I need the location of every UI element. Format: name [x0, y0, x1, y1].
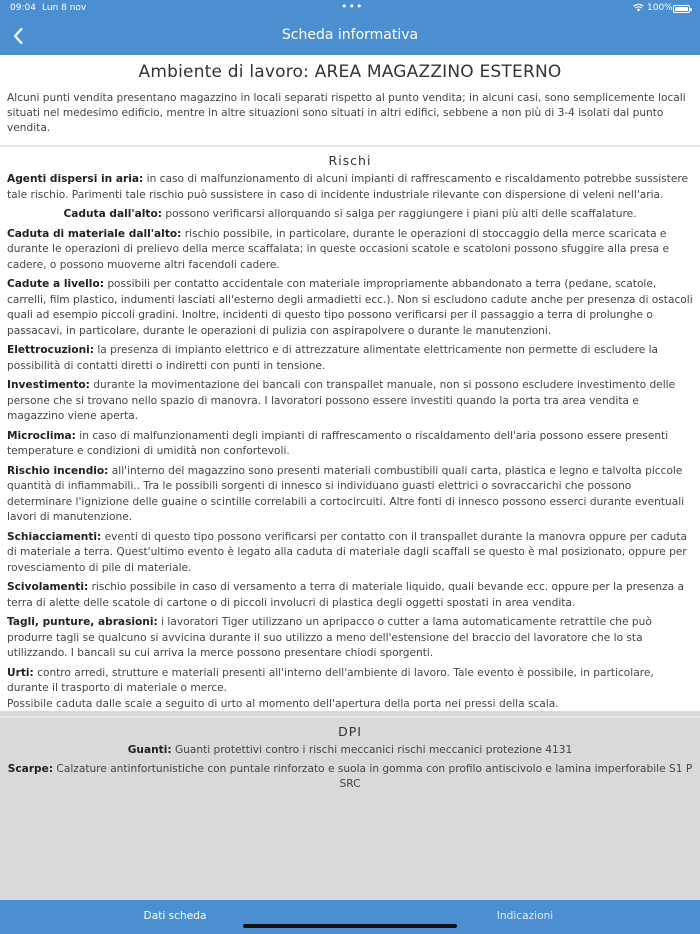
- risk-text: rischio possibile, in particolare, durante le operazioni di stoccaggio della merce scaricata e durante le operazioni di prelievo della merce scaffalata; in queste occasioni scatole e scatoloni possono sfuggire alla presa e cadere, o possono muoverne altri facendoli cadere.: [7, 227, 670, 271]
- risk-text: possono verificarsi allorquando si salga per raggiungere i piani più alti delle scaffalature.: [162, 208, 637, 220]
- risk-item: [7, 227, 693, 274]
- section-divider: [0, 145, 700, 147]
- tab-dati-scheda[interactable]: Dati scheda: [143, 910, 207, 922]
- risk-text: eventi di questo tipo possono verificarsi per contatto con il transpallet durante la manovra oppure per caduta di materiale a terra. Quest'ultimo evento è legato alla caduta di materiale dagli scaffali se questo è mal posizionato, oppure per rovesciamento di pile di materiale.: [7, 530, 688, 574]
- risk-item: [7, 464, 693, 526]
- risk-item: [7, 666, 693, 713]
- dpi-item: [4, 743, 696, 758]
- risk-text: possibili per contatto accidentale con materiale impropriamente abbandonato a terra (pedane, scatole, carrelli, film plastico, indumenti lasciati all'esterno degli armadietti ecc.). Non si escludono cadute anche per presenza di ostacoli quali ad esempio piccoli gradini. Inoltre, incidenti di questo tipo possono verificarsi per il passaggio a terra di prolunghe o passacavi, in particolare, durante le operazioni di pulizia con aspirapolvere o durante le manutenzioni.: [7, 278, 693, 337]
- home-indicator[interactable]: [243, 924, 457, 928]
- risk-text: contro arredi, strutture e materiali presenti all'interno dell'ambiente di lavoro. Tale evento è possibile, in particolare, durante il trasporto di materiale o merce.: [7, 666, 654, 694]
- risk-label: Rischio incendio:: [7, 464, 109, 477]
- status-bar: [0, 0, 700, 18]
- battery-icon: [673, 5, 690, 13]
- risk-item: [7, 530, 693, 577]
- risk-text: in caso di malfunzionamenti degli impianti di raffrescamento o riscaldamento dell'aria possono essere presenti temperature e condizioni di umidità non confortevoli.: [7, 429, 669, 457]
- dpi-label: Scarpe:: [7, 763, 54, 775]
- risk-item: [7, 615, 693, 662]
- risk-label: Caduta dall'alto:: [63, 208, 163, 220]
- status-date: Lun 8 nov: [42, 3, 87, 13]
- risk-label: Investimento:: [7, 379, 90, 391]
- risk-label: Elettrocuzioni:: [7, 344, 94, 356]
- risk-label: Caduta di materiale dall'alto:: [7, 227, 182, 240]
- risk-item: [7, 429, 693, 460]
- risk-item: [7, 172, 693, 203]
- risk-extra-text: Possibile caduta dalle scale a seguito di urto al momento dell'apertura della porta nei pressi della scala.: [7, 697, 559, 710]
- risk-item: [7, 580, 693, 611]
- risk-label: Urti:: [7, 666, 34, 679]
- dpi-item: [4, 762, 696, 792]
- risk-label: Microclima:: [7, 429, 76, 442]
- risk-item: [7, 207, 693, 223]
- tab-bar: [0, 900, 700, 934]
- risk-item: [7, 277, 693, 339]
- multitasking-dots[interactable]: •••: [341, 0, 364, 13]
- tab-indicazioni[interactable]: Indicazioni: [496, 910, 554, 922]
- section-divider: [0, 716, 700, 718]
- intro-text: Alcuni punti vendita presentano magazzino in locali separati rispetto al punto vendita; in alcuni casi, sono semplicemente locali situati nel medesimo edificio, mentre in altre situazioni sono situati in altri edifici, sebbene a non più di 3-4 isolati dal punto vendita.: [7, 92, 686, 134]
- risk-text: rischio possibile in caso di versamento a terra di materiale liquido, quali bevande ecc. oppure per la presenza a terra di alette delle scatole di cartone o di piccoli involucri di plastica degli oggetti spostati in area vendita.: [7, 581, 684, 609]
- risk-text: i lavoratori Tiger utilizzano un apripacco o cutter a lama automaticamente retrattile che può produrre tagli se qualcuno si avvicina durante il suo utilizzo a meno dell'estensione del braccio del lavoratore che lo sta utilizzando. I bancali su cui arriva la merce possono presentare chiodi sporgenti.: [7, 616, 652, 659]
- risk-label: Scivolamenti:: [7, 581, 89, 593]
- battery-percentage: 100%: [647, 3, 673, 13]
- dpi-text: Calzature antinfortunistiche con puntale rinforzato e suola in gomma con profilo antiscivolo e lamina imperforabile S1 P SRC: [53, 763, 693, 790]
- page-title: Ambiente di lavoro: AREA MAGAZZINO ESTERNO: [138, 62, 562, 82]
- dpi-label: Guanti:: [127, 744, 172, 756]
- risk-item: [7, 378, 693, 425]
- risk-item: [7, 343, 693, 374]
- dpi-heading: DPI: [338, 724, 362, 739]
- risk-label: Agenti dispersi in aria:: [7, 173, 144, 185]
- risk-text: durante la movimentazione dei bancali con transpallet manuale, non si possono escludere investimento delle persone che si trovano nello spazio di manovra. I lavoratori possono essere investiti quando la porta tra area vendita e magazzino viene aperta.: [7, 379, 676, 422]
- risk-label: Tagli, punture, abrasioni:: [7, 616, 158, 628]
- dpi-text: Guanti protettivi contro i rischi meccanici rischi meccanici protezione 4131: [171, 744, 573, 756]
- navigation-bar: [0, 18, 700, 55]
- nav-title: Scheda informativa: [281, 27, 419, 43]
- risk-text: all'interno del magazzino sono presenti materiali combustibili quali carta, plastica e legno e talvolta piccole quantità di infiammabili.. Tra le possibili sorgenti di innesco si individuano guasti elettrici o sovraccarichi che possono determinare l'ignizione delle guaine o scintille correlabili a cortocircuiti. Altre fonti di innesco possono esserci durante eventuali lavori di manutenzione.: [7, 464, 685, 523]
- risks-heading: Rischi: [328, 153, 372, 168]
- risk-label: Cadute a livello:: [7, 278, 104, 290]
- wifi-icon: [633, 3, 644, 15]
- risk-text: in caso di malfunzionamento di alcuni impianti di raffrescamento e riscaldamento potrebbe sussistere tale rischio. Parimenti tale rischio può sussistere in caso di incidente industriale rilevante con dispersione di veleni nell'aria.: [7, 173, 689, 201]
- status-time: 09:04: [10, 3, 36, 13]
- content-area[interactable]: [0, 55, 700, 790]
- risk-text: la presenza di impianto elettrico e di attrezzature alimentate elettricamente non permette di escludere la possibilità di contatti diretti o indiretti con punti in tensione.: [7, 344, 659, 372]
- risk-label: Schiacciamenti:: [7, 530, 102, 543]
